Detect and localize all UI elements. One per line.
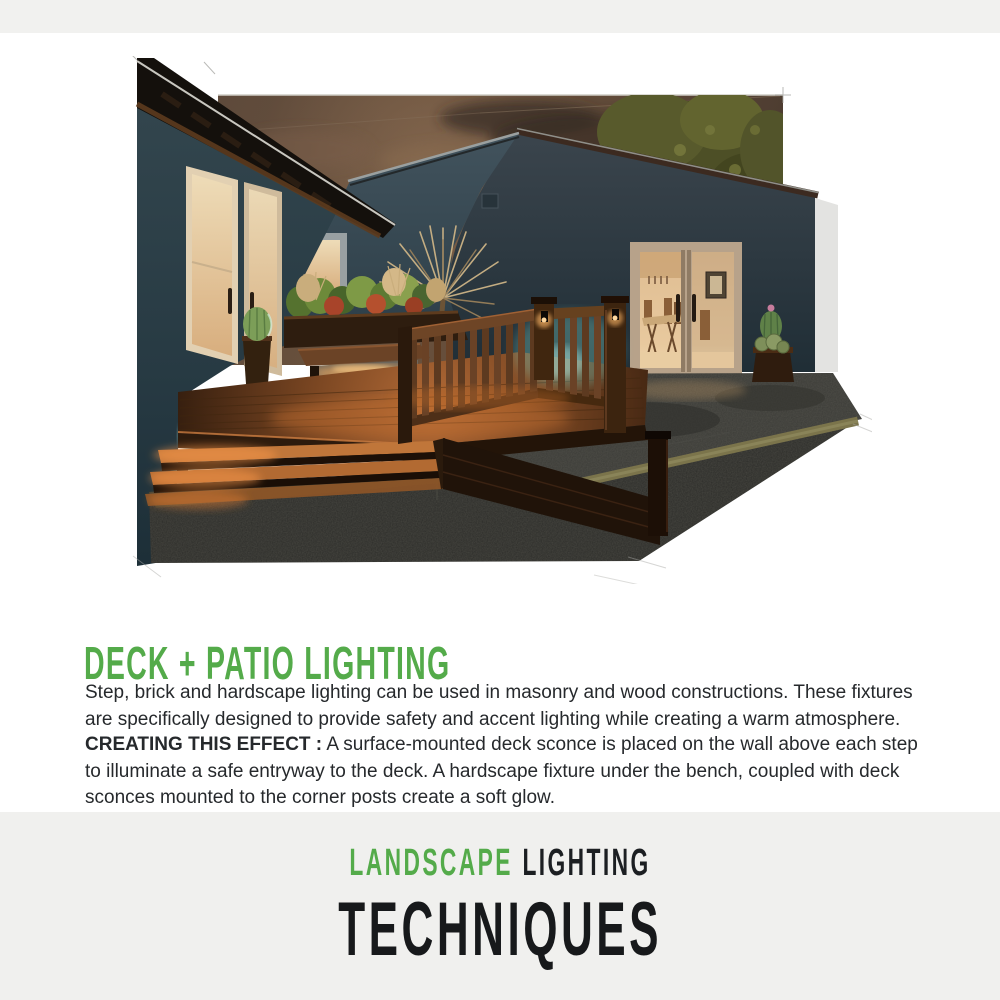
brand-word-dark: LIGHTING: [522, 842, 651, 884]
french-doors: [628, 242, 744, 379]
deck-patio-illustration: [128, 56, 872, 584]
series-title: TECHNIQUES: [338, 887, 662, 972]
footer-banner: [0, 812, 1000, 1000]
effect-text: A surface-mounted deck sconce is placed on the wall above each step to illuminate a safe entryway to the deck. A hardscape fixture under the bench, coupled with deck sconces mounted to the corner posts create a soft glow.: [85, 734, 918, 808]
top-gray-bar: [0, 0, 1000, 33]
door-handle: [692, 294, 696, 322]
brand-word-green: LANDSCAPE: [349, 842, 513, 884]
door-handle: [676, 294, 680, 322]
barrel-cactus-left: [242, 307, 272, 384]
effect-label: CREATING THIS EFFECT :: [85, 734, 323, 755]
brand-line: [349, 842, 650, 885]
door-handle: [228, 288, 232, 314]
intro-paragraph: Step, brick and hardscape lighting can be used in masonry and wood constructions. These fixtures are specifically designed to provide safety and accent lighting while creating a warm atmosphere.: [85, 682, 913, 730]
gable-vent: [482, 194, 498, 208]
cactus-flower: [768, 305, 775, 312]
section-heading: DECK + PATIO LIGHTING: [84, 636, 451, 689]
effect-paragraph: [85, 732, 930, 812]
newel-post: [645, 431, 671, 536]
white-edge-panel: [815, 198, 838, 372]
